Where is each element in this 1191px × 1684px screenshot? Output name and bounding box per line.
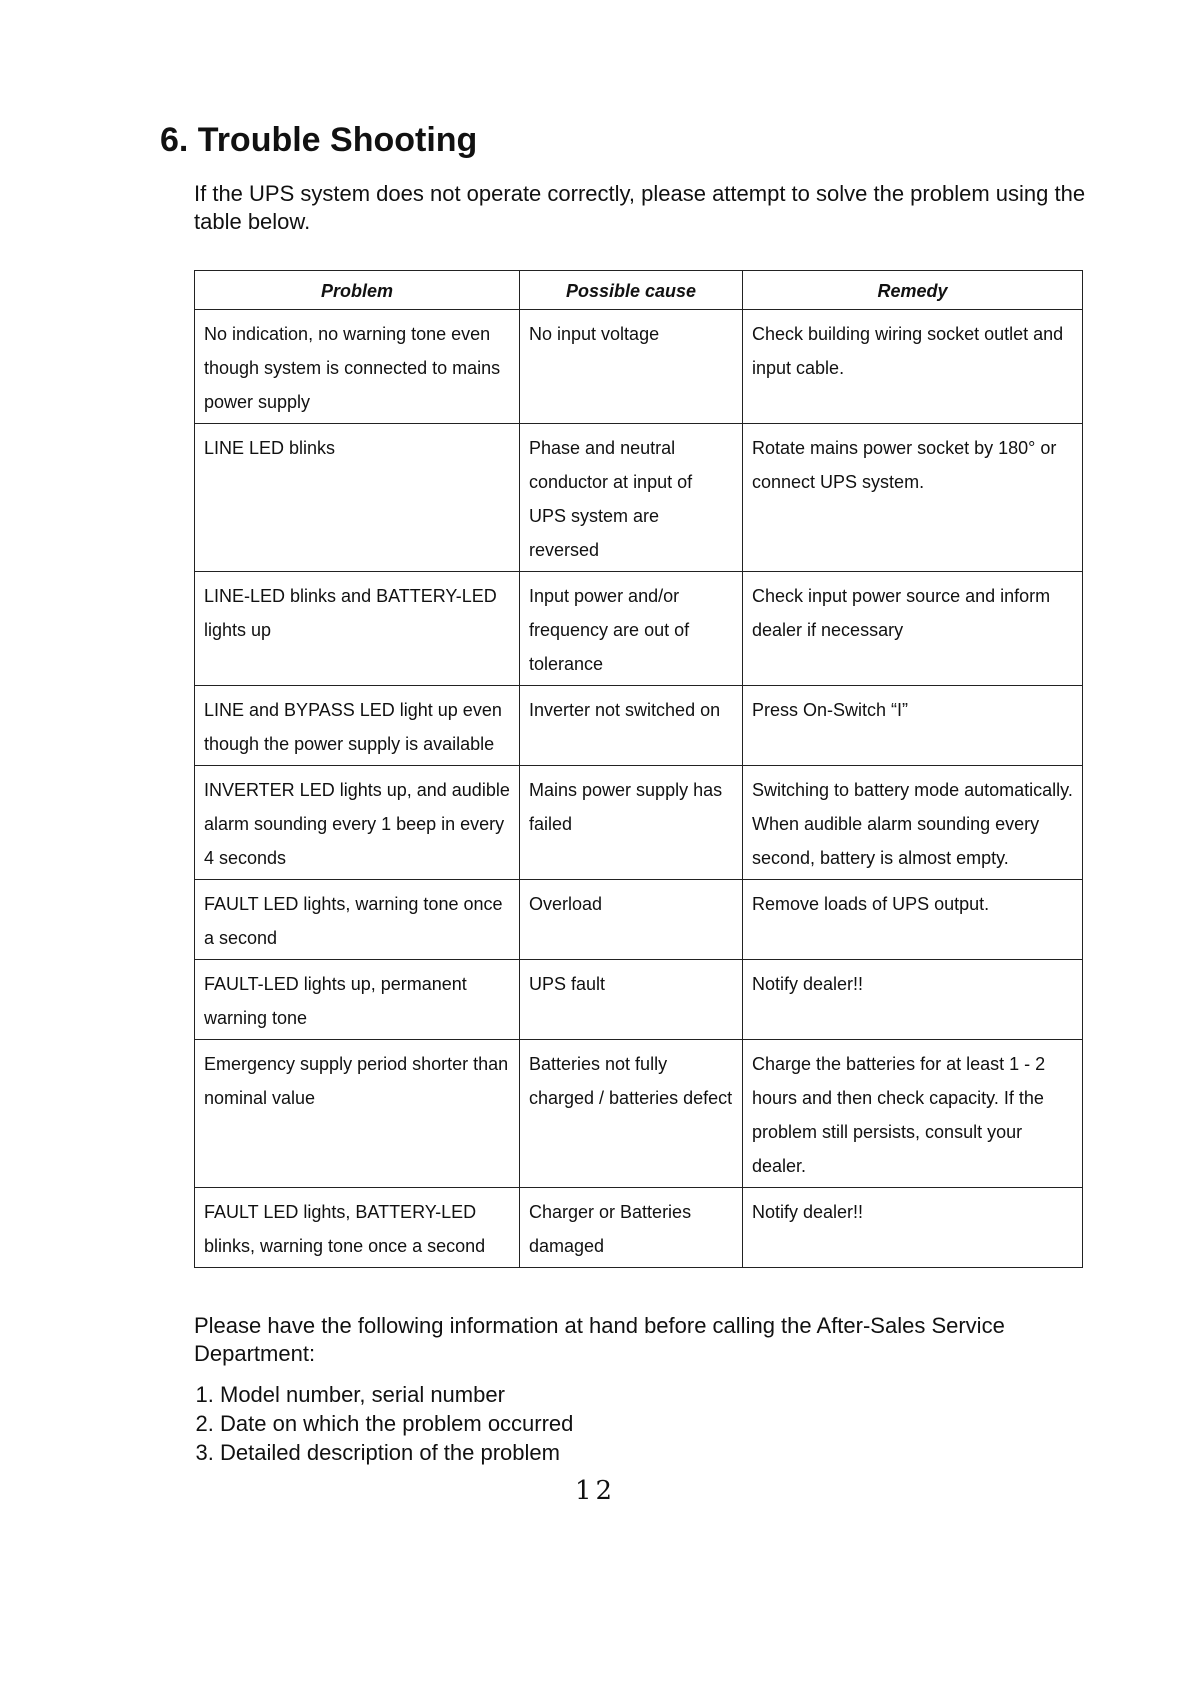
problem-cell: LINE and BYPASS LED light up even though the power supply is available	[195, 686, 520, 766]
problem-cell: LINE-LED blinks and BATTERY-LED lights up	[195, 572, 520, 686]
remedy-cell: Check input power source and inform dealer if necessary	[743, 572, 1083, 686]
problem-cell: LINE LED blinks	[195, 424, 520, 572]
cause-cell: Charger or Batteries damaged	[520, 1188, 743, 1268]
header-remedy: Remedy	[743, 271, 1083, 310]
problem-cell: INVERTER LED lights up, and audible alarm sounding every 1 beep in every 4 seconds	[195, 766, 520, 880]
remedy-cell: Check building wiring socket outlet and input cable.	[743, 310, 1083, 424]
cause-cell: No input voltage	[520, 310, 743, 424]
cause-cell: Inverter not switched on	[520, 686, 743, 766]
table-row	[195, 1188, 1083, 1268]
list-item: 3. Detailed description of the problem	[220, 1438, 573, 1467]
cause-cell: Overload	[520, 880, 743, 960]
table-row	[195, 424, 1083, 572]
table-row	[195, 960, 1083, 1040]
problem-cell: FAULT-LED lights up, permanent warning tone	[195, 960, 520, 1040]
table-row	[195, 880, 1083, 960]
cause-cell: Input power and/or frequency are out of tolerance	[520, 572, 743, 686]
cause-cell: UPS fault	[520, 960, 743, 1040]
cause-cell: Mains power supply has failed	[520, 766, 743, 880]
table-row	[195, 310, 1083, 424]
problem-cell: FAULT LED lights, warning tone once a second	[195, 880, 520, 960]
table-row	[195, 766, 1083, 880]
service-info-list	[194, 1380, 573, 1467]
cause-cell: Batteries not fully charged / batteries defect	[520, 1040, 743, 1188]
cause-cell: Phase and neutral conductor at input of UPS system are reversed	[520, 424, 743, 572]
intro-paragraph: If the UPS system does not operate correctly, please attempt to solve the problem using the table below.	[194, 181, 1086, 234]
remedy-cell: Switching to battery mode automatically. When audible alarm sounding every second, battery is almost empty.	[743, 766, 1083, 880]
page-title: 6. Trouble Shooting	[160, 121, 478, 159]
remedy-cell: Charge the batteries for at least 1 - 2 hours and then check capacity. If the problem still persists, consult your dealer.	[743, 1040, 1083, 1188]
header-problem: Problem	[195, 271, 520, 310]
table-row	[195, 572, 1083, 686]
remedy-cell: Remove loads of UPS output.	[743, 880, 1083, 960]
remedy-cell: Notify dealer!!	[743, 960, 1083, 1040]
problem-cell: No indication, no warning tone even though system is connected to mains power supply	[195, 310, 520, 424]
problem-cell: FAULT LED lights, BATTERY-LED blinks, warning tone once a second	[195, 1188, 520, 1268]
table-header-row	[195, 271, 1083, 310]
remedy-cell: Notify dealer!!	[743, 1188, 1083, 1268]
service-info-paragraph: Please have the following information at hand before calling the After-Sales Service Department:	[194, 1313, 1005, 1366]
table-row	[195, 1040, 1083, 1188]
problem-cell: Emergency supply period shorter than nominal value	[195, 1040, 520, 1188]
list-item: 2. Date on which the problem occurred	[220, 1409, 573, 1438]
list-item: 1. Model number, serial number	[220, 1380, 573, 1409]
table-row	[195, 686, 1083, 766]
remedy-cell: Rotate mains power socket by 180° or connect UPS system.	[743, 424, 1083, 572]
header-possible-cause: Possible cause	[520, 271, 743, 310]
troubleshooting-table	[194, 270, 1083, 1268]
page-number: 12	[574, 1476, 617, 1506]
remedy-cell: Press On-Switch “I”	[743, 686, 1083, 766]
